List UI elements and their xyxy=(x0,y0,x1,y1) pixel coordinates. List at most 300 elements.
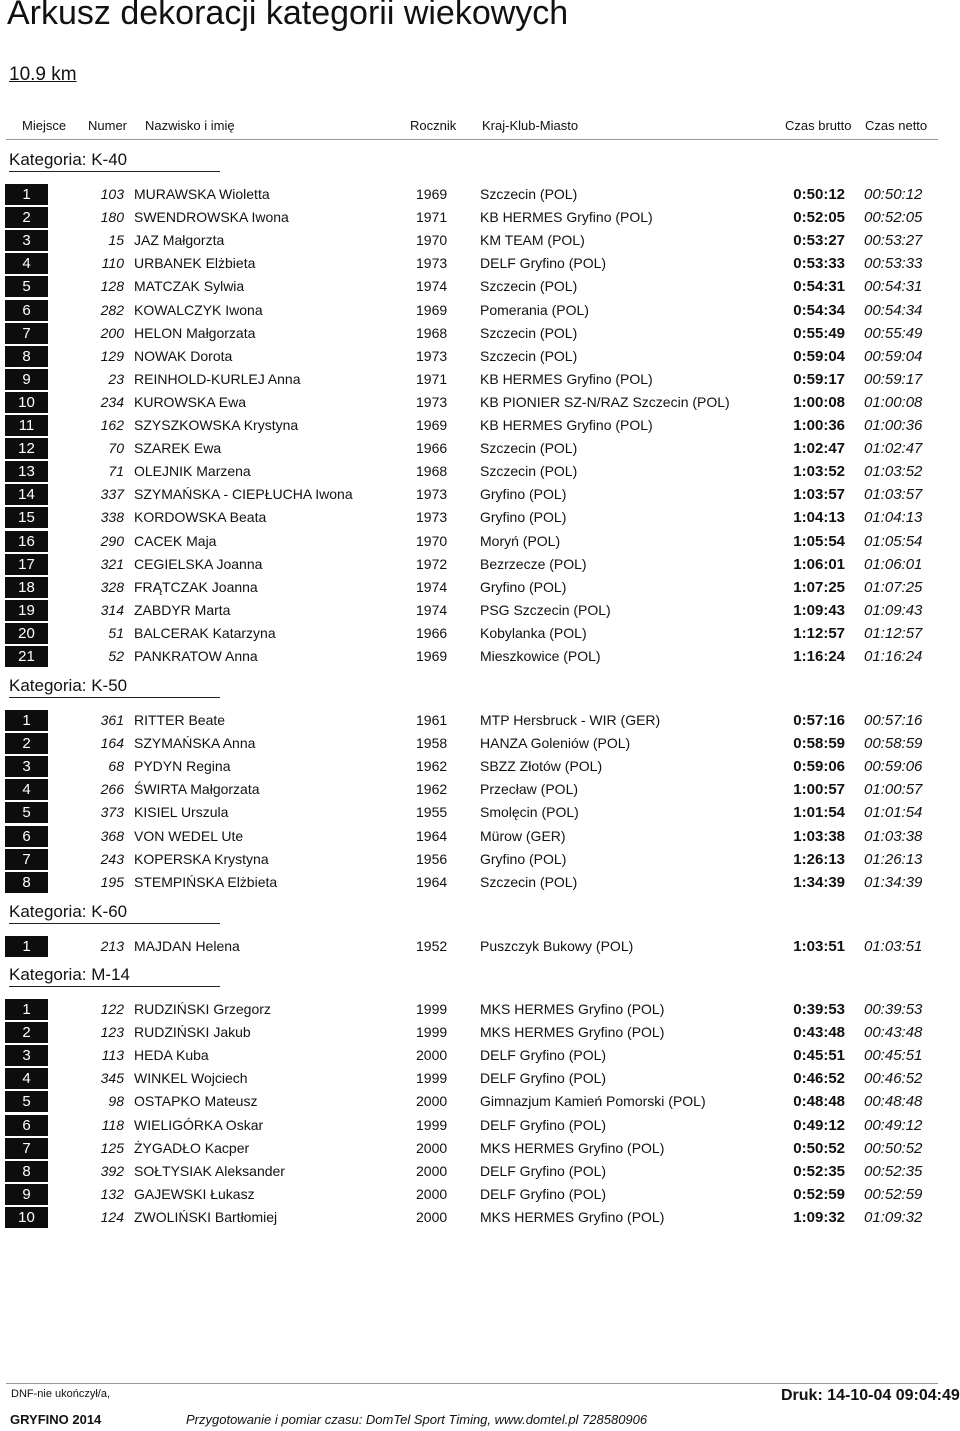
table-row xyxy=(0,391,960,414)
name-cell: SZYMAŃSKA - CIEPŁUCHA Iwona xyxy=(134,486,353,503)
table-row xyxy=(0,848,960,871)
place-cell: 6 xyxy=(5,826,48,847)
table-row xyxy=(0,275,960,298)
year-cell: 1964 xyxy=(416,827,448,844)
year-cell: 1961 xyxy=(416,712,448,728)
year-cell: 1973 xyxy=(416,486,448,503)
year-cell: 1974 xyxy=(416,278,448,295)
num-cell: 118 xyxy=(101,1116,124,1133)
num-cell: 71 xyxy=(108,463,124,480)
table-row xyxy=(0,825,960,848)
netto-cell: 00:53:33 xyxy=(864,255,923,273)
table-row xyxy=(0,345,960,368)
year-cell: 1970 xyxy=(416,232,448,249)
name-cell: RITTER Beate xyxy=(134,712,226,728)
place-cell: 10 xyxy=(5,1207,48,1228)
header-klub: Kraj-Klub-Miasto xyxy=(482,118,579,133)
table-row xyxy=(0,998,960,1021)
brutto-cell: 1:00:08 xyxy=(793,393,845,411)
club-cell: Szczecin (POL) xyxy=(480,463,578,480)
club-cell: Gryfino (POL) xyxy=(480,578,567,595)
netto-cell: 01:03:51 xyxy=(864,938,923,955)
netto-cell: 01:09:43 xyxy=(864,601,923,619)
year-cell: 1952 xyxy=(416,938,448,954)
place-cell: 17 xyxy=(5,554,48,575)
category-underline xyxy=(9,697,220,698)
netto-cell: 01:09:32 xyxy=(864,1208,923,1226)
num-cell: 70 xyxy=(108,440,124,457)
num-cell: 392 xyxy=(100,1162,124,1179)
netto-cell: 00:39:53 xyxy=(864,1001,923,1018)
num-cell: 314 xyxy=(100,601,124,618)
num-cell: 52 xyxy=(108,648,124,664)
club-cell: Puszczyk Bukowy (POL) xyxy=(480,938,634,954)
table-row xyxy=(0,229,960,252)
place-cell: 2 xyxy=(5,207,48,228)
year-cell: 1969 xyxy=(416,186,448,202)
club-cell: DELF Gryfino (POL) xyxy=(480,1185,607,1202)
table-row xyxy=(0,1044,960,1067)
brutto-cell: 1:00:57 xyxy=(793,781,845,799)
place-cell: 2 xyxy=(5,733,48,754)
club-cell: SBZZ Złotów (POL) xyxy=(480,758,603,775)
table-row xyxy=(0,553,960,576)
year-cell: 1962 xyxy=(416,758,448,775)
name-cell: GAJEWSKI Łukasz xyxy=(134,1185,255,1202)
netto-cell: 01:05:54 xyxy=(864,532,923,550)
table-row xyxy=(0,755,960,778)
brutto-cell: 0:58:59 xyxy=(793,735,845,753)
place-cell: 16 xyxy=(5,531,48,552)
year-cell: 1971 xyxy=(416,370,448,387)
netto-cell: 01:03:52 xyxy=(864,463,923,481)
place-cell: 10 xyxy=(5,392,48,413)
category-underline xyxy=(9,986,220,987)
club-cell: Mürow (GER) xyxy=(480,827,566,844)
year-cell: 1999 xyxy=(416,1024,448,1041)
year-cell: 1968 xyxy=(416,324,448,341)
place-cell: 5 xyxy=(5,802,48,823)
place-cell: 1 xyxy=(5,936,48,957)
club-cell: Smolęcin (POL) xyxy=(480,804,579,821)
table-row xyxy=(0,206,960,229)
brutto-cell: 1:05:54 xyxy=(793,532,845,550)
header-divider xyxy=(6,139,938,140)
netto-cell: 00:54:34 xyxy=(864,301,923,319)
netto-cell: 01:16:24 xyxy=(864,648,923,665)
club-cell: Kobylanka (POL) xyxy=(480,624,587,641)
netto-cell: 01:07:25 xyxy=(864,578,923,596)
place-cell: 4 xyxy=(5,779,48,800)
club-cell: KB HERMES Gryfino (POL) xyxy=(480,417,653,433)
num-cell: 195 xyxy=(100,873,124,890)
netto-cell: 00:59:06 xyxy=(864,758,923,776)
num-cell: 164 xyxy=(100,735,124,752)
club-cell: Szczecin (POL) xyxy=(480,186,578,202)
table-row xyxy=(0,1183,960,1206)
brutto-cell: 1:34:39 xyxy=(793,873,845,891)
num-cell: 213 xyxy=(100,938,124,954)
name-cell: FRĄTCZAK Joanna xyxy=(134,578,258,595)
club-cell: KB HERMES Gryfino (POL) xyxy=(480,370,653,387)
distance-label: 10.9 km xyxy=(9,64,77,85)
table-row xyxy=(0,1137,960,1160)
num-cell: 68 xyxy=(108,758,124,775)
year-cell: 1974 xyxy=(416,601,448,618)
name-cell: NOWAK Dorota xyxy=(134,347,233,364)
table-row xyxy=(0,935,960,958)
table-row xyxy=(0,732,960,755)
netto-cell: 00:54:31 xyxy=(864,278,923,296)
club-cell: KB HERMES Gryfino (POL) xyxy=(480,209,653,226)
year-cell: 1969 xyxy=(416,417,448,433)
table-row xyxy=(0,1090,960,1113)
table-row xyxy=(0,437,960,460)
name-cell: SOŁTYSIAK Aleksander xyxy=(134,1162,285,1179)
netto-cell: 00:52:35 xyxy=(864,1162,923,1180)
year-cell: 1999 xyxy=(416,1070,448,1087)
netto-cell: 01:00:57 xyxy=(864,781,923,799)
brutto-cell: 1:07:25 xyxy=(793,578,845,596)
name-cell: MATCZAK Sylwia xyxy=(134,278,245,295)
name-cell: PYDYN Regina xyxy=(134,758,231,775)
num-cell: 282 xyxy=(100,301,124,318)
club-cell: DELF Gryfino (POL) xyxy=(480,1070,607,1087)
netto-cell: 00:58:59 xyxy=(864,735,923,753)
netto-cell: 00:59:04 xyxy=(864,347,923,365)
header-miejsce: Miejsce xyxy=(22,118,67,133)
table-row xyxy=(0,645,960,668)
name-cell: HELON Małgorzata xyxy=(134,324,256,341)
place-cell: 11 xyxy=(5,415,48,436)
table-header xyxy=(0,118,960,140)
netto-cell: 00:59:17 xyxy=(864,370,923,388)
club-cell: DELF Gryfino (POL) xyxy=(480,1116,607,1133)
header-numer: Numer xyxy=(88,118,128,133)
place-cell: 8 xyxy=(5,346,48,367)
club-cell: Bezrzecze (POL) xyxy=(480,555,587,572)
num-cell: 321 xyxy=(100,555,124,572)
num-cell: 132 xyxy=(100,1185,124,1202)
year-cell: 2000 xyxy=(416,1162,448,1179)
brutto-cell: 1:09:43 xyxy=(793,601,845,619)
place-cell: 7 xyxy=(5,323,48,344)
dnf-note: DNF-nie ukończył/a, xyxy=(11,1388,111,1400)
place-cell: 8 xyxy=(5,1161,48,1182)
year-cell: 1968 xyxy=(416,463,448,480)
year-cell: 1964 xyxy=(416,873,448,890)
netto-cell: 01:02:47 xyxy=(864,440,923,458)
table-row xyxy=(0,299,960,322)
club-cell: Gryfino (POL) xyxy=(480,509,567,526)
brutto-cell: 1:04:13 xyxy=(793,509,845,527)
place-cell: 19 xyxy=(5,600,48,621)
name-cell: MAJDAN Helena xyxy=(134,938,240,954)
brutto-cell: 0:46:52 xyxy=(793,1070,845,1088)
num-cell: 234 xyxy=(100,393,124,410)
name-cell: BALCERAK Katarzyna xyxy=(134,624,276,641)
num-cell: 98 xyxy=(108,1093,124,1110)
netto-cell: 00:48:48 xyxy=(864,1093,923,1111)
category-underline xyxy=(9,171,220,172)
brutto-cell: 0:59:04 xyxy=(793,347,845,365)
table-row xyxy=(0,460,960,483)
club-cell: DELF Gryfino (POL) xyxy=(480,1047,607,1064)
place-cell: 1 xyxy=(5,184,48,205)
brutto-cell: 1:03:38 xyxy=(793,827,845,845)
place-cell: 1 xyxy=(5,999,48,1020)
name-cell: REINHOLD-KURLEJ Anna xyxy=(134,370,301,387)
year-cell: 2000 xyxy=(416,1139,448,1156)
netto-cell: 01:12:57 xyxy=(864,624,923,642)
netto-cell: 00:50:52 xyxy=(864,1139,923,1157)
year-cell: 1971 xyxy=(416,209,448,226)
year-cell: 1958 xyxy=(416,735,448,752)
year-cell: 1973 xyxy=(416,393,448,410)
table-row xyxy=(0,368,960,391)
header-nazwisko: Nazwisko i imię xyxy=(145,118,235,133)
brutto-cell: 1:26:13 xyxy=(793,850,845,868)
club-cell: HANZA Goleniów (POL) xyxy=(480,735,631,752)
name-cell: ŻYGADŁO Kacper xyxy=(134,1139,250,1156)
club-cell: Gimnazjum Kamień Pomorski (POL) xyxy=(480,1093,706,1110)
table-row xyxy=(0,622,960,645)
name-cell: KISIEL Urszula xyxy=(134,804,229,821)
place-cell: 7 xyxy=(5,849,48,870)
name-cell: WINKEL Wojciech xyxy=(134,1070,248,1087)
num-cell: 125 xyxy=(100,1139,124,1156)
num-cell: 361 xyxy=(100,712,124,728)
table-row xyxy=(0,576,960,599)
place-cell: 3 xyxy=(5,230,48,251)
place-cell: 1 xyxy=(5,710,48,731)
brutto-cell: 1:02:47 xyxy=(793,440,845,458)
club-cell: Przecław (POL) xyxy=(480,781,579,798)
brutto-cell: 0:48:48 xyxy=(793,1093,845,1111)
table-row xyxy=(0,709,960,732)
num-cell: 110 xyxy=(101,255,124,272)
place-cell: 5 xyxy=(5,1091,48,1112)
year-cell: 1972 xyxy=(416,555,448,572)
netto-cell: 01:04:13 xyxy=(864,509,923,527)
brutto-cell: 0:59:06 xyxy=(793,758,845,776)
club-cell: Moryń (POL) xyxy=(480,532,561,549)
event-name: GRYFINO 2014 xyxy=(10,1412,102,1427)
brutto-cell: 1:00:36 xyxy=(793,417,845,434)
num-cell: 180 xyxy=(100,209,124,226)
name-cell: MURAWSKA Wioletta xyxy=(134,186,270,202)
num-cell: 200 xyxy=(100,324,124,341)
brutto-cell: 0:50:52 xyxy=(793,1139,845,1157)
place-cell: 14 xyxy=(5,484,48,505)
category-title: Kategoria: K-60 xyxy=(9,902,128,921)
table-row xyxy=(0,1160,960,1183)
name-cell: SZAREK Ewa xyxy=(134,440,222,457)
year-cell: 1969 xyxy=(416,648,448,664)
place-cell: 6 xyxy=(5,1115,48,1136)
num-cell: 124 xyxy=(100,1208,124,1225)
num-cell: 243 xyxy=(100,850,124,867)
club-cell: MKS HERMES Gryfino (POL) xyxy=(480,1024,665,1041)
club-cell: DELF Gryfino (POL) xyxy=(480,255,607,272)
year-cell: 1999 xyxy=(416,1116,448,1133)
club-cell: MKS HERMES Gryfino (POL) xyxy=(480,1139,665,1156)
brutto-cell: 0:49:12 xyxy=(793,1116,845,1134)
year-cell: 1966 xyxy=(416,624,448,641)
place-cell: 2 xyxy=(5,1022,48,1043)
brutto-cell: 1:03:52 xyxy=(793,463,845,481)
name-cell: HEDA Kuba xyxy=(134,1047,209,1064)
brutto-cell: 0:54:34 xyxy=(793,301,845,319)
name-cell: CEGIELSKA Joanna xyxy=(134,555,263,572)
name-cell: SZYMAŃSKA Anna xyxy=(134,735,256,752)
num-cell: 368 xyxy=(100,827,124,844)
netto-cell: 00:46:52 xyxy=(864,1070,923,1088)
place-cell: 3 xyxy=(5,1045,48,1066)
category-title: Kategoria: K-50 xyxy=(9,676,128,695)
netto-cell: 01:03:57 xyxy=(864,486,923,504)
num-cell: 266 xyxy=(100,781,124,798)
brutto-cell: 1:01:54 xyxy=(793,804,845,822)
year-cell: 2000 xyxy=(416,1093,448,1110)
brutto-cell: 0:50:12 xyxy=(793,186,845,203)
table-row xyxy=(0,1021,960,1044)
club-cell: Pomerania (POL) xyxy=(480,301,589,318)
netto-cell: 00:50:12 xyxy=(864,186,923,203)
year-cell: 1970 xyxy=(416,532,448,549)
brutto-cell: 0:53:27 xyxy=(793,232,845,250)
year-cell: 2000 xyxy=(416,1185,448,1202)
brutto-cell: 0:59:17 xyxy=(793,370,845,388)
name-cell: ŚWIRTA Małgorzata xyxy=(134,781,260,798)
year-cell: 2000 xyxy=(416,1208,448,1225)
club-cell: Szczecin (POL) xyxy=(480,873,578,890)
num-cell: 338 xyxy=(100,509,124,526)
netto-cell: 01:00:36 xyxy=(864,417,923,434)
place-cell: 13 xyxy=(5,461,48,482)
netto-cell: 00:57:16 xyxy=(864,712,923,729)
page-title: Arkusz dekoracji kategorii wiekowych xyxy=(7,0,569,32)
name-cell: JAZ Małgorzta xyxy=(134,232,225,249)
table-row xyxy=(0,801,960,824)
club-cell: Mieszkowice (POL) xyxy=(480,648,601,664)
brutto-cell: 0:39:53 xyxy=(793,1001,845,1018)
print-timestamp: Druk: 14-10-04 09:04:49 xyxy=(781,1387,960,1404)
table-row xyxy=(0,483,960,506)
brutto-cell: 1:03:51 xyxy=(793,938,845,955)
num-cell: 51 xyxy=(108,624,124,641)
table-row xyxy=(0,506,960,529)
club-cell: MKS HERMES Gryfino (POL) xyxy=(480,1001,665,1017)
netto-cell: 00:45:51 xyxy=(864,1047,923,1065)
num-cell: 23 xyxy=(108,370,124,387)
year-cell: 1973 xyxy=(416,509,448,526)
brutto-cell: 1:09:32 xyxy=(793,1208,845,1226)
place-cell: 18 xyxy=(5,577,48,598)
num-cell: 122 xyxy=(100,1001,124,1017)
category-title: Kategoria: K-40 xyxy=(9,150,128,169)
netto-cell: 01:34:39 xyxy=(864,873,923,891)
netto-cell: 01:00:08 xyxy=(864,393,923,411)
name-cell: STEMPIŃSKA Elżbieta xyxy=(134,873,278,890)
place-cell: 9 xyxy=(5,1184,48,1205)
netto-cell: 01:03:38 xyxy=(864,827,923,845)
table-row xyxy=(0,1206,960,1229)
footer-divider xyxy=(6,1383,938,1384)
name-cell: RUDZIŃSKI Jakub xyxy=(134,1024,251,1041)
place-cell: 3 xyxy=(5,756,48,777)
name-cell: URBANEK Elżbieta xyxy=(134,255,256,272)
netto-cell: 01:01:54 xyxy=(864,804,923,822)
num-cell: 328 xyxy=(100,578,124,595)
header-netto: Czas netto xyxy=(865,118,928,133)
brutto-cell: 0:43:48 xyxy=(793,1024,845,1042)
netto-cell: 01:26:13 xyxy=(864,850,923,868)
num-cell: 128 xyxy=(100,278,124,295)
timing-credit: Przygotowanie i pomiar czasu: DomTel Sport Timing, www.domtel.pl 728580906 xyxy=(186,1412,648,1427)
table-row xyxy=(0,778,960,801)
place-cell: 4 xyxy=(5,1068,48,1089)
brutto-cell: 1:12:57 xyxy=(793,624,845,642)
name-cell: SWENDROWSKA Iwona xyxy=(134,209,289,226)
place-cell: 20 xyxy=(5,623,48,644)
brutto-cell: 0:45:51 xyxy=(793,1047,845,1065)
club-cell: KB PIONIER SZ-N/RAZ Szczecin (POL) xyxy=(480,393,730,410)
club-cell: DELF Gryfino (POL) xyxy=(480,1162,607,1179)
place-cell: 4 xyxy=(5,253,48,274)
name-cell: ZWOLIŃSKI Bartłomiej xyxy=(134,1208,278,1225)
name-cell: KOPERSKA Krystyna xyxy=(134,850,269,867)
num-cell: 162 xyxy=(100,417,124,433)
num-cell: 337 xyxy=(100,486,124,503)
place-cell: 21 xyxy=(5,646,48,667)
table-row xyxy=(0,414,960,437)
club-cell: Szczecin (POL) xyxy=(480,278,578,295)
place-cell: 6 xyxy=(5,300,48,321)
num-cell: 123 xyxy=(100,1024,124,1041)
year-cell: 1973 xyxy=(416,255,448,272)
table-row xyxy=(0,530,960,553)
table-row xyxy=(0,1114,960,1137)
netto-cell: 00:52:05 xyxy=(864,209,923,227)
place-cell: 9 xyxy=(5,369,48,390)
name-cell: RUDZIŃSKI Grzegorz xyxy=(134,1001,271,1017)
num-cell: 373 xyxy=(100,804,124,821)
club-cell: Szczecin (POL) xyxy=(480,347,578,364)
brutto-cell: 0:52:59 xyxy=(793,1185,845,1203)
club-cell: MKS HERMES Gryfino (POL) xyxy=(480,1208,665,1225)
name-cell: OSTAPKO Mateusz xyxy=(134,1093,258,1110)
table-row xyxy=(0,252,960,275)
name-cell: WIELIGÓRKA Oskar xyxy=(134,1116,264,1133)
brutto-cell: 0:55:49 xyxy=(793,324,845,342)
header-rocznik: Rocznik xyxy=(410,118,457,133)
netto-cell: 00:55:49 xyxy=(864,324,923,342)
brutto-cell: 1:06:01 xyxy=(793,555,845,573)
table-row xyxy=(0,1067,960,1090)
brutto-cell: 1:16:24 xyxy=(793,648,845,665)
year-cell: 1999 xyxy=(416,1001,448,1017)
place-cell: 12 xyxy=(5,438,48,459)
name-cell: PANKRATOW Anna xyxy=(134,648,258,664)
netto-cell: 00:43:48 xyxy=(864,1024,923,1042)
brutto-cell: 0:53:33 xyxy=(793,255,845,273)
place-cell: 5 xyxy=(5,276,48,297)
club-cell: Szczecin (POL) xyxy=(480,440,578,457)
place-cell: 15 xyxy=(5,507,48,528)
club-cell: Szczecin (POL) xyxy=(480,324,578,341)
club-cell: Gryfino (POL) xyxy=(480,486,567,503)
